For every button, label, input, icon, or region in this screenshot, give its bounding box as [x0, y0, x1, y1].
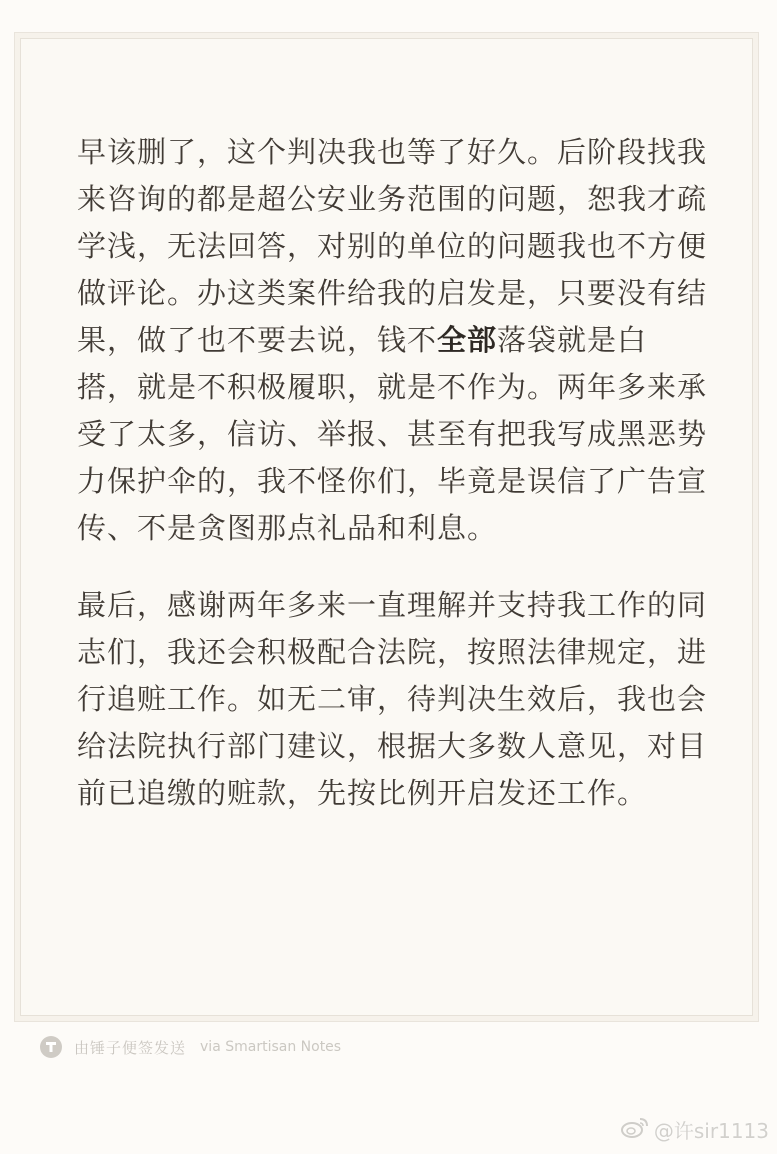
note-body [77, 129, 707, 817]
sent-by-label: 由锤子便签发送 [74, 1038, 187, 1057]
weibo-icon [620, 1115, 650, 1144]
smartisan-notes-icon [40, 1036, 62, 1058]
paragraph-1-text-start: 早该删了，这个判决我也等了好久。后阶段找我来咨询的都是超公安业务范围的问题，恕我才疏学浅，无法回答，对别的单位的问题我也不方便做评论。办这类案件给我的启发是，只要没有结果，做了也不要去说，钱不 [77, 135, 708, 357]
via-app-label: via Smartisan Notes [200, 1039, 342, 1055]
paragraph-1-text-end: 落袋就是白搭，就是不积极履职，就是不作为。两年多来承受了太多，信访、举报、甚至有把我写成黑恶势力保护伞的，我不怪你们，毕竟是误信了广告宣传、不是贪图那点礼品和利息。 [77, 323, 708, 545]
watermark-text: @许sir1113 [653, 1119, 769, 1143]
weibo-watermark [620, 1115, 769, 1144]
note-card [20, 38, 753, 1016]
emphasized-text: 全部 [437, 323, 498, 357]
note-paragraph-2: 最后，感谢两年多来一直理解并支持我工作的同志们，我还会积极配合法院，按照法律规定，进行追赃工作。如无二审，待判决生效后，我也会给法院执行部门建议，根据大多数人意见，对目前已追缴的赃款，先按比例开启发还工作。 [77, 588, 708, 810]
note-paragraph-1 [77, 129, 707, 552]
note-footer [40, 1035, 341, 1059]
